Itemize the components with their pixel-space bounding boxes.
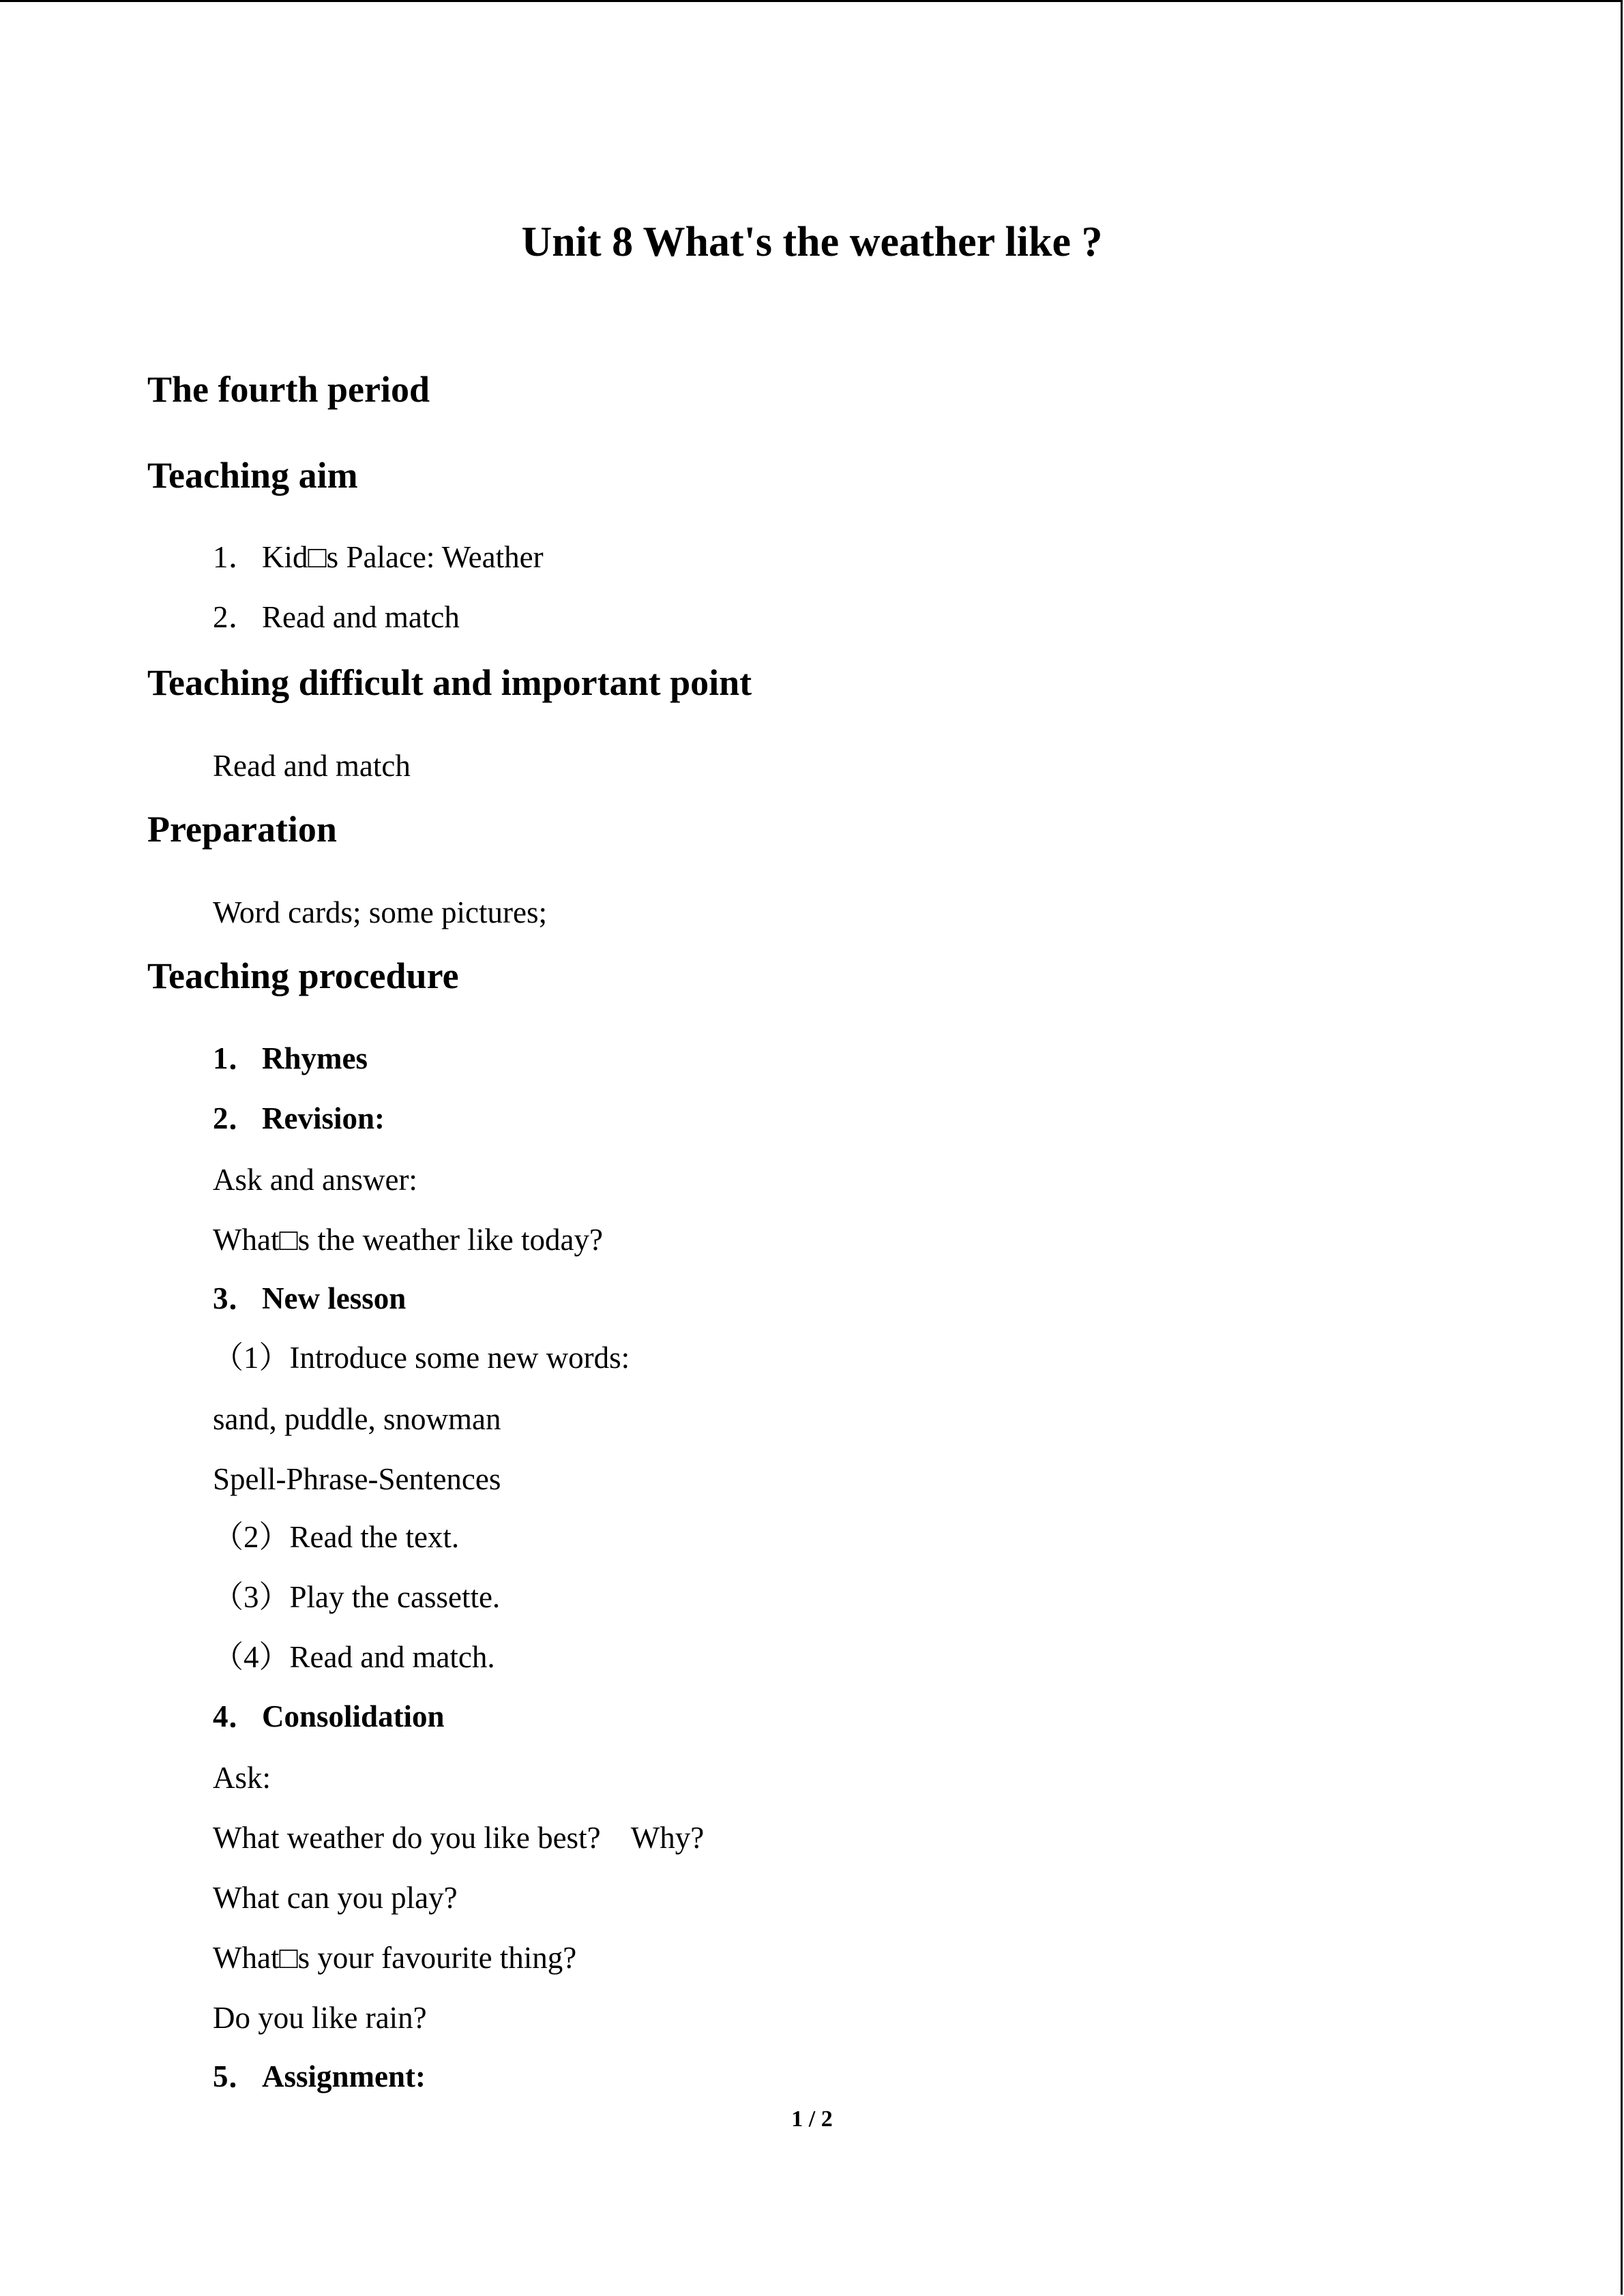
procedure-heading: Teaching procedure: [147, 955, 459, 996]
step-number: 5．: [213, 2059, 259, 2093]
difficult-heading: Teaching difficult and important point: [147, 662, 752, 703]
aim-item: [213, 537, 544, 578]
aim-item: [213, 597, 460, 638]
item-text: Kid□s Palace: Weather: [262, 540, 544, 574]
procedure-substep: [213, 1637, 495, 1678]
step-number: 1．: [213, 1041, 259, 1075]
procedure-line: Spell-Phrase-Sentences: [213, 1462, 501, 1496]
step-label: New lesson: [262, 1281, 407, 1315]
page-number: 1 / 2: [791, 2106, 833, 2132]
item-text: Read and match: [262, 600, 460, 634]
procedure-line: Do you like rain?: [213, 2001, 427, 2035]
procedure-substep: [213, 1337, 630, 1378]
step-number: 3．: [213, 1281, 259, 1315]
step-number: 4．: [213, 1699, 259, 1733]
procedure-line: sand, puddle, snowman: [213, 1402, 501, 1436]
procedure-step: [213, 2056, 426, 2097]
procedure-step: [213, 1696, 445, 1737]
preparation-text: Word cards; some pictures;: [213, 895, 547, 929]
substep-text: Read and match.: [289, 1640, 495, 1674]
procedure-line: Ask:: [213, 1761, 271, 1795]
step-label: Assignment:: [262, 2059, 426, 2093]
preparation-heading: Preparation: [147, 809, 337, 850]
procedure-line: Ask and answer:: [213, 1163, 417, 1197]
procedure-line: What can you play?: [213, 1881, 458, 1915]
procedure-substep: [213, 1517, 459, 1557]
substep-text: Play the cassette.: [289, 1580, 501, 1614]
substep-text: Read the text.: [289, 1520, 460, 1554]
substep-number: （3）: [213, 1580, 290, 1614]
document-title: Unit 8 What's the weather like ?: [521, 219, 1103, 265]
period-heading: The fourth period: [147, 369, 430, 410]
step-label: Rhymes: [262, 1041, 368, 1075]
step-label: Revision:: [262, 1101, 385, 1135]
substep-number: （2）: [213, 1520, 290, 1554]
procedure-line: What□s the weather like today?: [213, 1223, 603, 1257]
procedure-step: [213, 1278, 406, 1319]
difficult-text: Read and match: [213, 749, 411, 783]
item-number: 1．: [213, 540, 259, 574]
procedure-line: What□s your favourite thing?: [213, 1941, 577, 1975]
substep-text: Introduce some new words:: [289, 1341, 630, 1375]
procedure-substep: [213, 1577, 500, 1617]
step-number: 2．: [213, 1101, 259, 1135]
step-label: Consolidation: [262, 1699, 445, 1733]
substep-number: （4）: [213, 1640, 290, 1674]
procedure-line: What weather do you like best? Why?: [213, 1821, 705, 1855]
substep-number: （1）: [213, 1341, 290, 1375]
procedure-step: [213, 1098, 385, 1139]
procedure-step: [213, 1038, 368, 1079]
aim-heading: Teaching aim: [147, 455, 358, 496]
item-number: 2．: [213, 600, 259, 634]
